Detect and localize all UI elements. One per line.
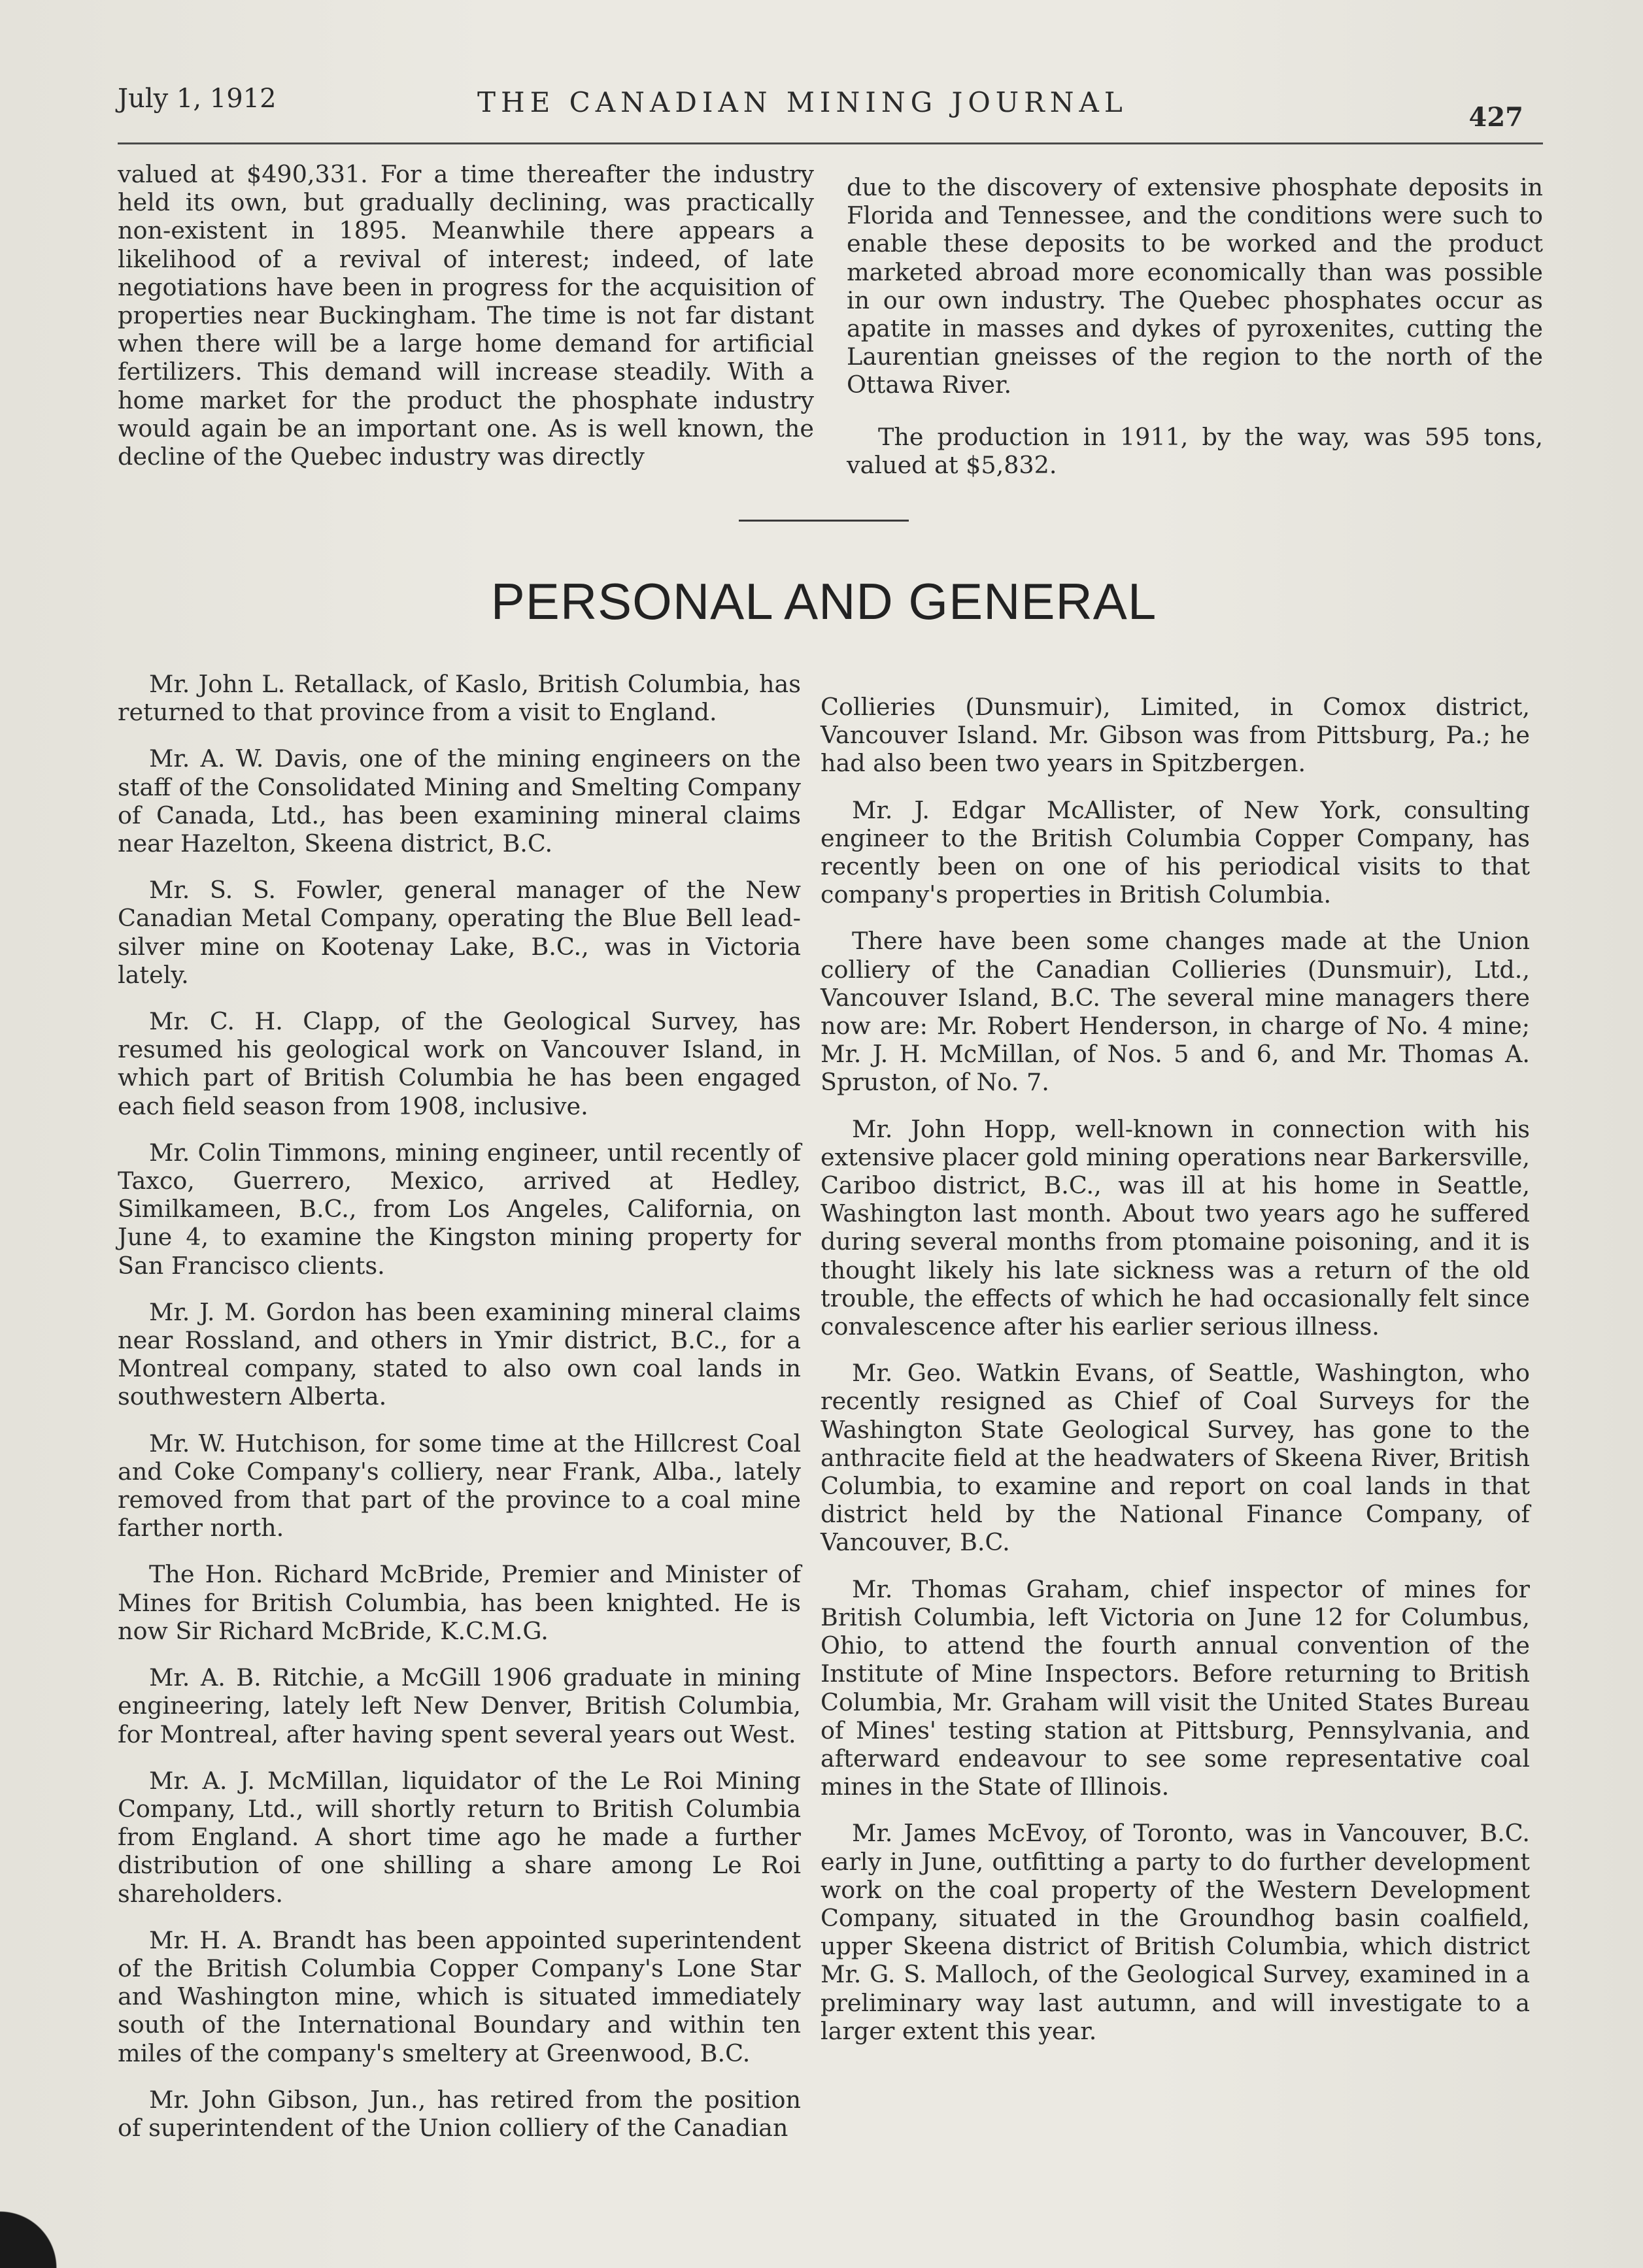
top-left-column — [118, 160, 814, 471]
news-item: Mr. Thomas Graham, chief inspector of mines for British Columbia, left Victoria on June 12 for Columbus, Ohio, to attend the fourth annual convention of the Institute of Mine Inspectors. Before returning to British Columbia, Mr. Graham will visit the United States Bureau of Mines' testing station at Pittsburg, Pennsylvania, and afterward endeavour to see some representative coal mines in the State of Illinois. — [821, 1575, 1530, 1801]
news-item: Mr. A. W. Davis, one of the mining engineers on the staff of the Consolidated Mining and Smelting Company of Canada, Ltd., has been examining mineral claims near Hazelton, Skeena district, B.C. — [118, 744, 801, 858]
news-item: Mr. J. Edgar McAllister, of New York, consulting engineer to the British Columbia Copper Company, has recently been on one of his periodical visits to that company's properties in British Columbia. — [821, 795, 1530, 909]
right-column-items — [821, 693, 1530, 2063]
news-item: Mr. A. J. McMillan, liquidator of the Le Roi Mining Company, Ltd., will shortly return to British Columbia from England. A short time ago he made a further distribution of one shilling a share among Le Roi shareholders. — [118, 1766, 801, 1908]
paragraph: The production in 1911, by the way, was 595 tons, valued at $5,832. — [847, 422, 1543, 479]
news-item-continued: Collieries (Dunsmuir), Limited, in Comox district, Vancouver Island. Mr. Gibson was from Pittsburg, Pa.; he had also been two years in Spitzbergen. — [821, 693, 1530, 778]
news-item: Mr. J. M. Gordon has been examining mineral claims near Rossland, and others in Ymir district, B.C., for a Montreal company, stated to also own coal lands in southwestern Alberta. — [118, 1297, 801, 1411]
news-item: Mr. W. Hutchison, for some time at the Hillcrest Coal and Coke Company's colliery, near Frank, Alba., lately removed from that part of the province to a coal mine farther north. — [118, 1429, 801, 1543]
page-header — [118, 84, 1543, 144]
paragraph: valued at $490,331. For a time thereafter the industry held its own, but gradually declining, was practically non-existent in 1895. Meanwhile there appears a likelihood of a revival of interest; indeed, of late negotiations have been in progress for the acquisition of properties near Buckingham. The time is not far distant when there will be a large home demand for artificial fertilizers. This demand will increase steadily. With a home market for the product the phosphate industry would again be an important one. As is well known, the decline of the Quebec industry was directly — [118, 160, 814, 471]
left-column-items — [118, 670, 801, 2160]
section-heading: PERSONAL AND GENERAL — [490, 573, 1157, 630]
news-item: Mr. S. S. Fowler, general manager of the New Canadian Metal Company, operating the Blue Bell lead-silver mine on Kootenay Lake, B.C., was in Victoria lately. — [118, 876, 801, 989]
news-item: Mr. C. H. Clapp, of the Geological Survey, has resumed his geological work on Vancouver Island, in which part of British Columbia he has been engaged each field season from 1908, inclusive. — [118, 1007, 801, 1120]
top-right-column — [847, 173, 1543, 479]
news-item: Mr. A. B. Ritchie, a McGill 1906 graduate in mining engineering, lately left New Denver, British Columbia, for Montreal, after having spent several years out West. — [118, 1663, 801, 1748]
journal-title: THE CANADIAN MINING JOURNAL — [477, 86, 1128, 118]
news-item: Mr. James McEvoy, of Toronto, was in Vancouver, B.C. early in June, outfitting a party to do further development work on the coal property of the Western Development Company, situated in the Groundhog basin coalfield, upper Skeena district of British Columbia, which district Mr. G. S. Malloch, of the Geological Survey, examined in a preliminary way last autumn, and will investigate to a larger extent this year. — [821, 1819, 1530, 2045]
news-item: There have been some changes made at the Union colliery of the Canadian Collieries (Dunsmuir), Ltd., Vancouver Island, B.C. The several mine managers there now are: Mr. Robert Henderson, in charge of No. 4 mine; Mr. J. H. McMillan, of Nos. 5 and 6, and Mr. Thomas A. Spruston, of No. 7. — [821, 927, 1530, 1097]
page-number: 427 — [1468, 102, 1523, 133]
news-item: Mr. Geo. Watkin Evans, of Seattle, Washington, who recently resigned as Chief of Coal Surveys for the Washington State Geological Survey, has gone to the anthracite field at the headwaters of Skeena River, British Columbia, to examine and report on coal lands in that district held by the National Finance Company, of Vancouver, B.C. — [821, 1359, 1530, 1557]
issue-date: July 1, 1912 — [118, 84, 277, 114]
paragraph: due to the discovery of extensive phosphate deposits in Florida and Tennessee, and the conditions were such to enable these deposits to be worked and the product marketed abroad more economically than was possible in our own industry. The Quebec phosphates occur as apatite in masses and dykes of pyroxenites, cutting the Laurentian gneisses of the region to the north of the Ottawa River. — [847, 173, 1543, 399]
news-item: The Hon. Richard McBride, Premier and Minister of Mines for British Columbia, has been knighted. He is now Sir Richard McBride, K.C.M.G. — [118, 1560, 801, 1645]
section-divider — [739, 520, 909, 522]
news-item: Mr. H. A. Brandt has been appointed superintendent of the British Columbia Copper Company's Lone Star and Washington mine, which is situated immediately south of the International Boundary and within ten miles of the company's smeltery at Greenwood, B.C. — [118, 1926, 801, 2067]
scan-corner-shadow — [0, 2196, 72, 2268]
news-item: Mr. John Hopp, well-known in connection with his extensive placer gold mining operations near Barkersville, Cariboo district, B.C., was ill at his home in Seattle, Washington last month. About two years ago he suffered during several months from ptomaine poisoning, and it is thought likely his late sickness was a return of the old trouble, the effects of which he had occasionally felt since convalescence after his earlier serious illness. — [821, 1114, 1531, 1341]
news-item: Mr. John L. Retallack, of Kaslo, British Columbia, has returned to that province from a visit to England. — [118, 670, 801, 727]
news-item: Mr. John Gibson, Jun., has retired from the position of superintendent of the Union colliery of the Canadian — [118, 2085, 801, 2142]
news-item: Mr. Colin Timmons, mining engineer, until recently of Taxco, Guerrero, Mexico, arrived at Hedley, Similkameen, B.C., from Los Angeles, California, on June 4, to examine the Kingston mining property for San Francisco clients. — [118, 1138, 801, 1280]
